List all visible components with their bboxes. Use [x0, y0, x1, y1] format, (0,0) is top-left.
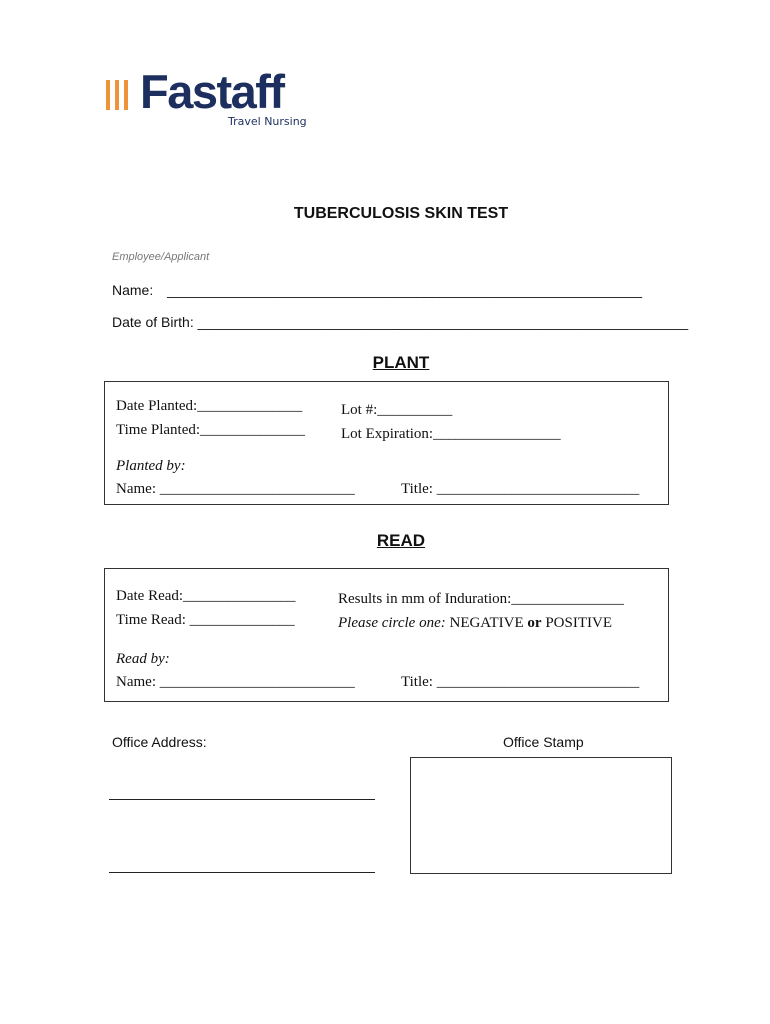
time-read-field[interactable]: Time Read: ______________	[116, 612, 295, 628]
positive-option[interactable]: POSITIVE	[545, 615, 612, 631]
date-read-field[interactable]: Date Read:_______________	[116, 588, 296, 604]
planted-by-name-field[interactable]: Name: __________________________	[116, 481, 355, 497]
fastaff-logo	[106, 64, 336, 134]
office-stamp-label: Office Stamp	[503, 734, 584, 750]
lot-expiration-field[interactable]: Lot Expiration:_________________	[341, 426, 561, 442]
dob-label: Date of Birth:	[112, 314, 194, 330]
read-heading: READ	[376, 531, 426, 550]
name-blank[interactable]: _____________________________________________________________	[167, 282, 643, 298]
read-by-label: Read by:	[116, 651, 170, 667]
name-label: Name:	[112, 282, 154, 298]
plant-heading: PLANT	[372, 353, 430, 372]
circle-prompt: Please circle one:	[338, 615, 446, 631]
date-planted-field[interactable]: Date Planted:______________	[116, 398, 303, 414]
dob-field[interactable]	[112, 314, 688, 330]
circle-result-row	[338, 615, 612, 632]
logo-wordmark: Fastaff	[140, 65, 284, 118]
employee-applicant-label: Employee/Applicant	[112, 251, 210, 263]
or-text: or	[527, 615, 542, 631]
results-induration-field[interactable]: Results in mm of Induration:_______________	[338, 591, 624, 607]
office-address-line-1[interactable]	[109, 799, 375, 800]
lot-number-field[interactable]: Lot #:__________	[341, 402, 453, 418]
logo-bars-icon	[106, 80, 128, 110]
office-address-label: Office Address:	[112, 734, 207, 750]
time-planted-field[interactable]: Time Planted:______________	[116, 422, 306, 438]
planted-by-label: Planted by:	[116, 458, 186, 474]
office-address-line-2[interactable]	[109, 872, 375, 873]
negative-option[interactable]: NEGATIVE	[449, 615, 524, 631]
office-stamp-box[interactable]	[410, 757, 672, 874]
read-by-name-field[interactable]: Name: __________________________	[116, 674, 355, 690]
read-by-title-field[interactable]: Title: ___________________________	[401, 674, 640, 690]
logo-tagline: Travel Nursing	[228, 115, 307, 128]
planted-by-title-field[interactable]: Title: ___________________________	[401, 481, 640, 497]
name-field[interactable]	[112, 282, 642, 298]
dob-blank[interactable]: _______________________________________________________________	[197, 314, 689, 330]
form-title: TUBERCULOSIS SKIN TEST	[293, 205, 509, 222]
